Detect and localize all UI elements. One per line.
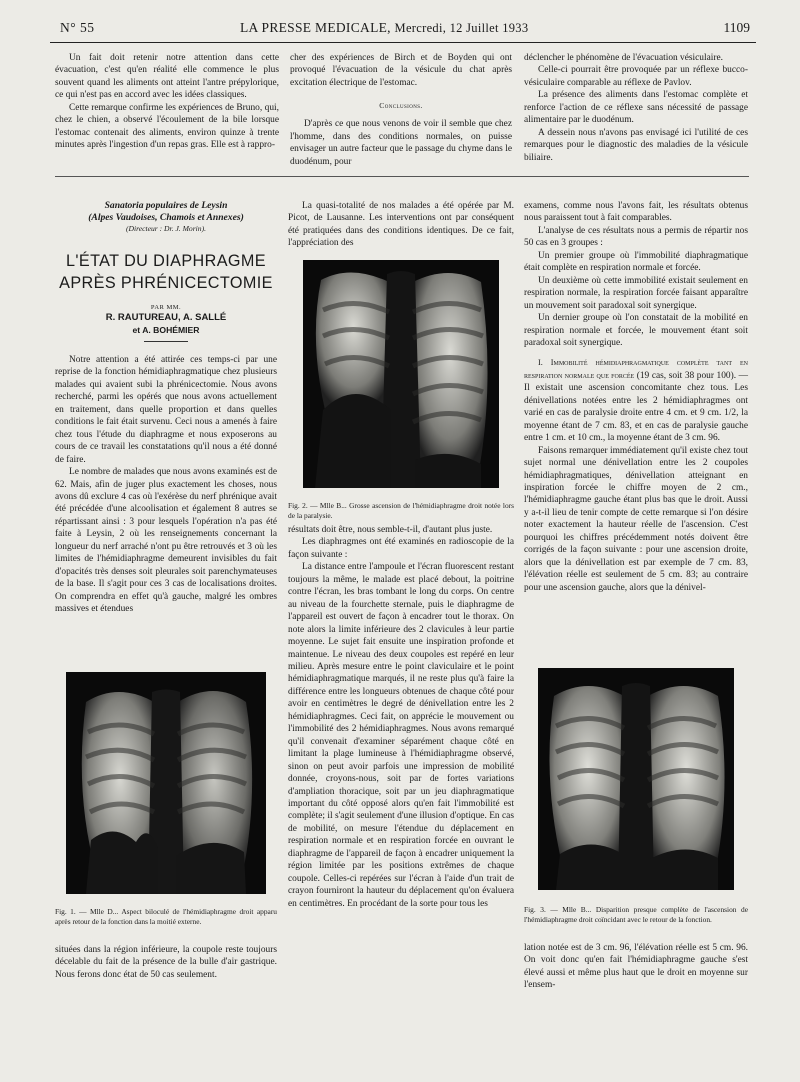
figure-1-caption-block xyxy=(55,900,277,934)
right-paragraph-4: Un deuxième où cette immobilité existait seulement en respiration normale, la respiration forcée faisant apparaître un mouvement soit paradoxal soit synergique. xyxy=(524,275,748,311)
right-paragraph-5: Un dernier groupe où l'on constatait de la mobilité en respiration normale et forcée, le mouvement étant soit paradoxal soit synergique. xyxy=(524,313,748,348)
chest-xray-image-3 xyxy=(538,668,734,890)
chest-xray-image-1 xyxy=(66,672,266,894)
running-header xyxy=(60,20,750,42)
chest-xray-image-2 xyxy=(303,260,499,488)
figure-1-caption: Fig. 1. — Mlle D... Aspect biloculé de l'hémidiaphragme droit apparu après retour de la fonction dans la moitié externe. xyxy=(55,907,277,926)
article-left-column xyxy=(55,200,277,616)
article-middle-column xyxy=(288,524,514,910)
top-column-2 xyxy=(290,52,512,168)
page-number: 1109 xyxy=(723,20,750,35)
right-bottom-paragraph: lation notée est de 3 cm. 96, l'élévation réelle est 5 cm. 96. On voit donc qu'en fait l'hémidiaphragme gauche s'est élevé aussi et même plus haut que le droit en moyenne sur l'ensem- xyxy=(524,943,748,991)
cases-paragraph: Le nombre de malades que nous avons examinés est de 62. Mais, afin de juger plus exactement les choses, nous avons dû exclure 4 cas où l'exérèse du nerf phrénique avait été précédée d'une alcoolisation et également 8 autres se répartissant ainsi : 3 pour lesquels l'opération n'a pas été faite à Leysin, 2 où les renseignements concernant la longueur du nerf arraché n'ont pu être retrouvés et 3 où les limites de l'hémidiaphragme demeurent invisibles du fait d'opacités très denses soit pleurales soit parenchymateuses de la base. Il s'agit pour ces 3 cas de localisations droites. On comprendra en effet qu'à gauche, malgré les ombres massives et étendues xyxy=(55,467,277,615)
article-title-line-1: L'ÉTAT DU DIAPHRAGME xyxy=(66,252,266,270)
middle-paragraph-1: résultats doit être, nous semble-t-il, d'autant plus juste. xyxy=(288,525,493,535)
intro-paragraph: Notre attention a été attirée ces temps-ci par une reprise de la fonction hémidiaphragmatique chez plusieurs malades qui avaient subi la phrénicectomie. Nous avons recherché, parmi les opérés que nous avons actuellement en traitement, dans quelle proportion et dans quelles conditions le fait était survenu. Ceci nous a amenés à faire chez tous l'étude du diaphragme et nous exposerons au cours de ce travail les constatations qu'il nous a été donné de faire. xyxy=(55,355,277,465)
director-line: (Directeur : Dr. J. Morin). xyxy=(125,224,207,233)
figure-3-caption-block xyxy=(524,898,748,932)
middle-top-paragraph: La quasi-totalité de nos malades a été opérée par M. Picot, de Lausanne. Les interventions ont par conséquent été pratiquées dans des conditions identiques. De ce fait, l'appréciation des xyxy=(288,201,514,249)
figure-3-caption: Fig. 3. — Mlle B... Disparition presque complète de l'ascension de l'hémidiaphragme droit coïncidant avec le retour de la fonction. xyxy=(524,905,748,924)
authors-line-2: et A. BOHÉMIER xyxy=(132,325,200,335)
byline-par: PAR MM. xyxy=(150,304,182,311)
top-col3-paragraph-2: Celle-ci pourrait être provoquée par un réflexe bucco-vésiculaire comparable au réflexe de Pavlov. xyxy=(524,65,748,88)
figure-2-caption: Fig. 2. — Mlle B... Grosse ascension de l'hémidiaphragme droit notée lors de la paralysie. xyxy=(288,501,514,520)
top-col3-paragraph-3: La présence des aliments dans l'estomac complète et renforce l'action de ce réflexe sans nécessité de passage alimentaire par le duodénum. xyxy=(524,90,748,126)
left-bottom-paragraph: situées dans la région inférieure, la coupole reste toujours décelable du fait de la présence de la bulle d'air gastrique. Nous ferons donc état de 50 cas seulement. xyxy=(55,945,277,980)
right-paragraph-2: L'analyse de ces résultats nous a permis de répartir nos 50 cas en 3 groupes : xyxy=(524,225,748,249)
figure-2-radiograph xyxy=(303,260,499,488)
section-divider xyxy=(55,176,749,177)
figure-3-radiograph xyxy=(538,668,734,890)
byline-rule xyxy=(144,341,188,342)
group-1-paragraph xyxy=(524,357,748,444)
figure-2-caption-block xyxy=(288,494,514,528)
figure-1-radiograph xyxy=(66,672,266,894)
journal-title-date xyxy=(240,20,528,36)
group-1-text: (19 cas, soit 38 pour 100). — Il existait une ascension concomitante chez tous. Les dénivellations notées entre les 2 hémidiaphragmes ont varié en cas de paralysie droite entre 4 cm. et 9 cm. 1/2, la moyenne étant de 7 cm. 83, et en cas de paralysie gauche entre 1 cm. et 10 cm., la moyenne étant de 3 cm. 96. xyxy=(524,370,749,444)
top-col2-paragraph: cher des expériences de Birch et de Boyden qui ont provoqué l'évacuation de la vésicule du chat après excitation électrique de l'estomac. xyxy=(290,53,512,88)
right-paragraph-6: Faisons remarquer immédiatement qu'il existe chez tout sujet normal une dénivellation entre les 2 coupoles hémidiaphragmatiques, dénivellation atteignant en inspiration forcée le chiffre moyen de 2 cm., l'hémidiaphragme gauche étant plus bas que le droit. Aussi y a-t-il lieu de tenir compte de cette remarque si l'on désire noter exactement la hauteur réelle de l'ascension. C'est pourquoi les chiffres précédemment notés doivent être corrigés de la façon suivante : pour une ascension droite, alors que la dénivellation est par exemple de 7 cm. 83, l'élévation réelle est seulement de 5 cm. 83; au contraire pour une ascension gauche, alors que la dénivel- xyxy=(524,445,748,593)
right-paragraph-3: Un premier groupe où l'immobilité diaphragmatique était complète en respiration normale et forcée. xyxy=(524,250,748,274)
top-col3-paragraph: déclencher le phénomène de l'évacuation vésiculaire. xyxy=(524,53,723,63)
right-bottom-text xyxy=(524,942,748,992)
top-col1-paragraph-2: Cette remarque confirme les expériences de Bruno, qui, chez le chien, a observé l'écoulement de la bile lorsque l'estomac contenait des aliments, environ quinze à trente minutes après l'ingestion d'un repas gras. Elle est à rappro- xyxy=(55,102,279,151)
issue-date: Mercredi, 12 Juillet 1933 xyxy=(394,21,529,35)
middle-paragraph-2: Les diaphragmes ont été examinés en radioscopie de la façon suivante : xyxy=(288,537,514,560)
top-column-1 xyxy=(55,52,279,152)
middle-paragraph-3: La distance entre l'ampoule et l'écran fluorescent restant toujours la même, le malade est placé debout, la poitrine contre l'écran, les bras tombant le long du corps. On centre au niveau de la fourchette sternale, puis le diaphragme de l'appareil est ouvert de façon à encadrer tout le thorax. On note alors la limite inférieure des 2 clavicules à leur partie moyenne. Le sujet fait ensuite une inspiration profonde et maintenue. Le niveau des deux coupoles est repéré en leur milieu. Après mesure entre le point claviculaire et le point hémidiaphragmatique marqués, il ne reste plus qu'à faire la différence entre les longueurs obtenues de chaque côté pour avoir en centimètres le degré de dénivellation entre les 2 hémidiaphragmes. Ceci fait, on apprécie le mouvement ou l'immobilité des 2 hémidiaphragmes. Nous avons remarqué qu'il convenait d'examiner séparément chaque côté en limitant la plage lumineuse à l'hémidiaphragme observé, sinon on peut avoir parfois une impression de mobilité donnée, croyons-nous, soit par de fortes variations d'ampliation thoracique, soit par un jeu diaphragmatique important du côté opposé alors qu'en fait l'immobilité est complète; il s'agit seulement d'une illusion d'optique. En cas de mobilité, on mesure l'étendue du déplacement en respiration normale et en respiration forcée en ouvrant le diaphragme de l'appareil de façon à encadrer uniquement la région limitée par les positions extrêmes de chaque coupole. Celles-ci repérées sur l'écran à l'aide d'un trait de crayon fourniront la hauteur du déplacement qu'on évaluera en centimètres. En procédant de la sorte pour tous les xyxy=(288,562,514,909)
authors-line-1: R. RAUTUREAU, A. SALLÉ xyxy=(105,312,227,323)
top-column-3 xyxy=(524,52,748,164)
top-col3-paragraph-4: A dessein nous n'avons pas envisagé ici l'utilité de ces remarques pour le diagnostic des maladies de la vésicule biliaire. xyxy=(524,127,748,163)
header-rule xyxy=(50,42,756,43)
conclusions-heading: Conclusions. xyxy=(379,101,423,111)
right-paragraph-1: examens, comme nous l'avons fait, les résultats obtenus nous paraissent tout à fait comparables. xyxy=(524,201,748,224)
left-bottom-text xyxy=(55,944,277,981)
article-title-line-2: APRÈS PHRÉNICECTOMIE xyxy=(59,274,273,292)
article-middle-column-top xyxy=(288,200,514,250)
group-1-heading: I. Immobilité hémidiaphragmatique complète tant en respiration normale que forcée xyxy=(524,358,748,380)
journal-name: LA PRESSE MEDICALE, xyxy=(240,20,391,35)
institution-location: (Alpes Vaudoises, Chamois et Annexes) xyxy=(88,212,244,223)
article-right-column xyxy=(524,200,748,594)
top-col1-paragraph: Un fait doit retenir notre attention dans cette évacuation, c'est qu'en réalité elle commence le plus souvent quand les aliments ont atteint l'antre prépylorique, ce qui n'est pas en accord avec les idées classiques. xyxy=(55,53,279,101)
institution-name: Sanatoria populaires de Leysin xyxy=(104,200,228,211)
issue-number: N° 55 xyxy=(60,20,95,35)
top-col2-paragraph-2: D'après ce que nous venons de voir il semble que chez l'homme, dans des conditions normales, on puisse envisager un autre facteur que le passage du chyme dans le duodénum, pour xyxy=(290,119,512,167)
